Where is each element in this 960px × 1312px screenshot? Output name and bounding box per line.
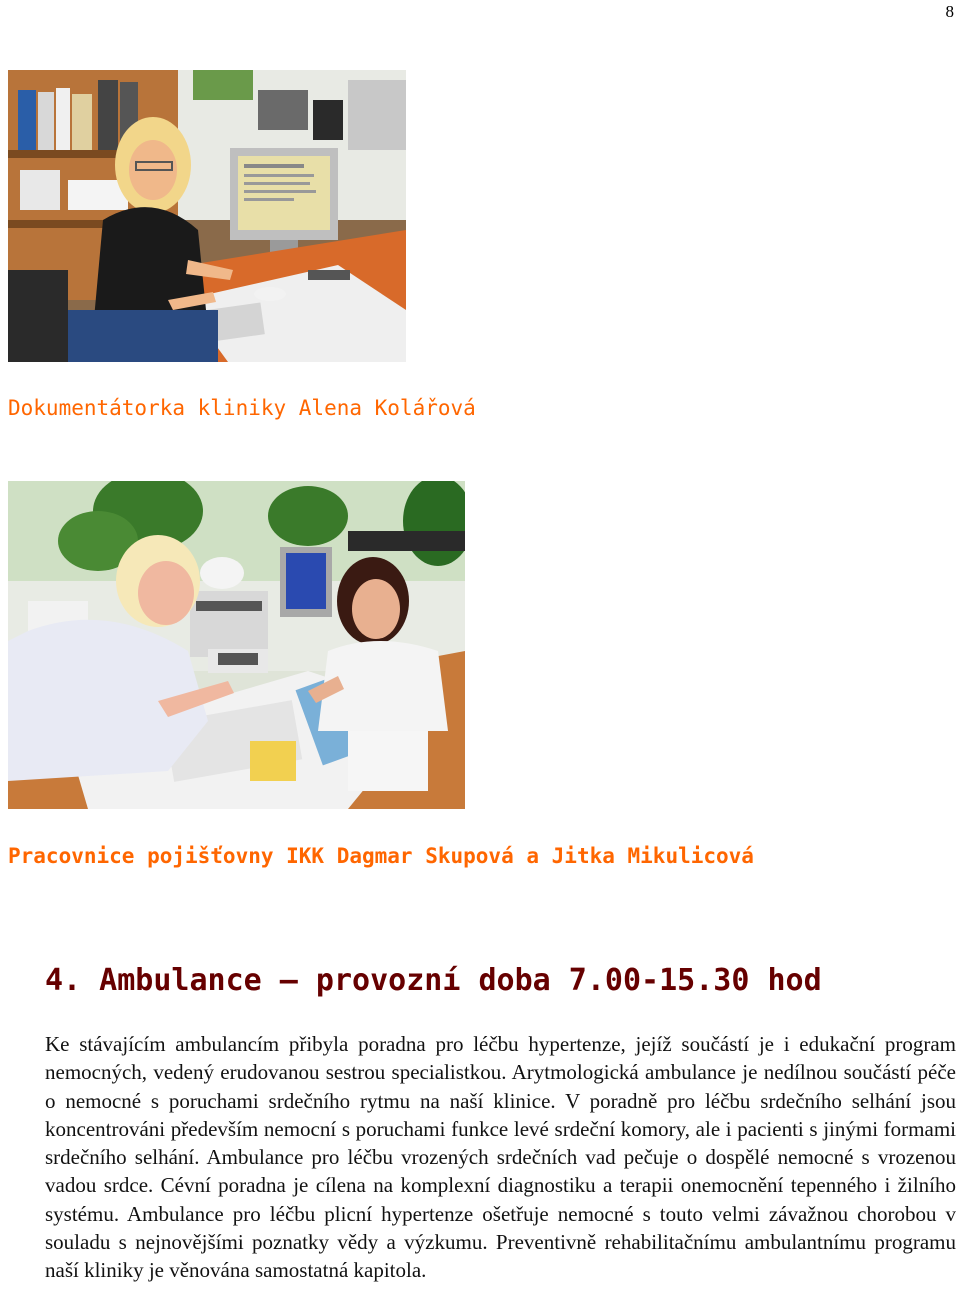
photo-caption-second: Pracovnice pojišťovny IKK Dagmar Skupová a Jitka Mikulicová (8, 844, 754, 868)
page-number: 8 (945, 2, 954, 21)
photo-woman-at-computer (8, 70, 406, 362)
photo-caption-first: Dokumentátorka kliniky Alena Kolářová (8, 396, 476, 420)
section-heading: 4. Ambulance – provozní doba 7.00-15.30 hod (45, 963, 822, 998)
section-paragraph: Ke stávajícím ambulancím přibyla poradna pro léčbu hypertenze, jejíž součástí je i edukační program nemocných, vedený erudovanou sestrou specialistkou. Arytmologická ambulance je nedílnou součástí péče o nemocné s poruchami srdečního rytmu na naší klinice. V poradně pro léčbu srdečního selhání jsou koncentrováni především nemocní s poruchami funkce levé srdeční komory, ale i pacienti s jinými formami srdečního selhání. Ambulance pro léčbu vrozených srdečních vad pečuje o dospělé nemocné s vrozenou vadou srdce. Cévní poradna je cílena na komplexní diagnostiku a terapii onemocnění tepenného i žilního systému. Ambulance pro léčbu plicní hypertenze ošetřuje nemocné s touto velmi závažnou chorobou v souladu s nejnovějšími poznatky vědy a výzkumu. Preventivně rehabilitačnímu ambulantnímu programu naší kliniky je věnována samostatná kapitola. (45, 1032, 956, 1283)
photo-two-women-at-desk (8, 481, 465, 809)
